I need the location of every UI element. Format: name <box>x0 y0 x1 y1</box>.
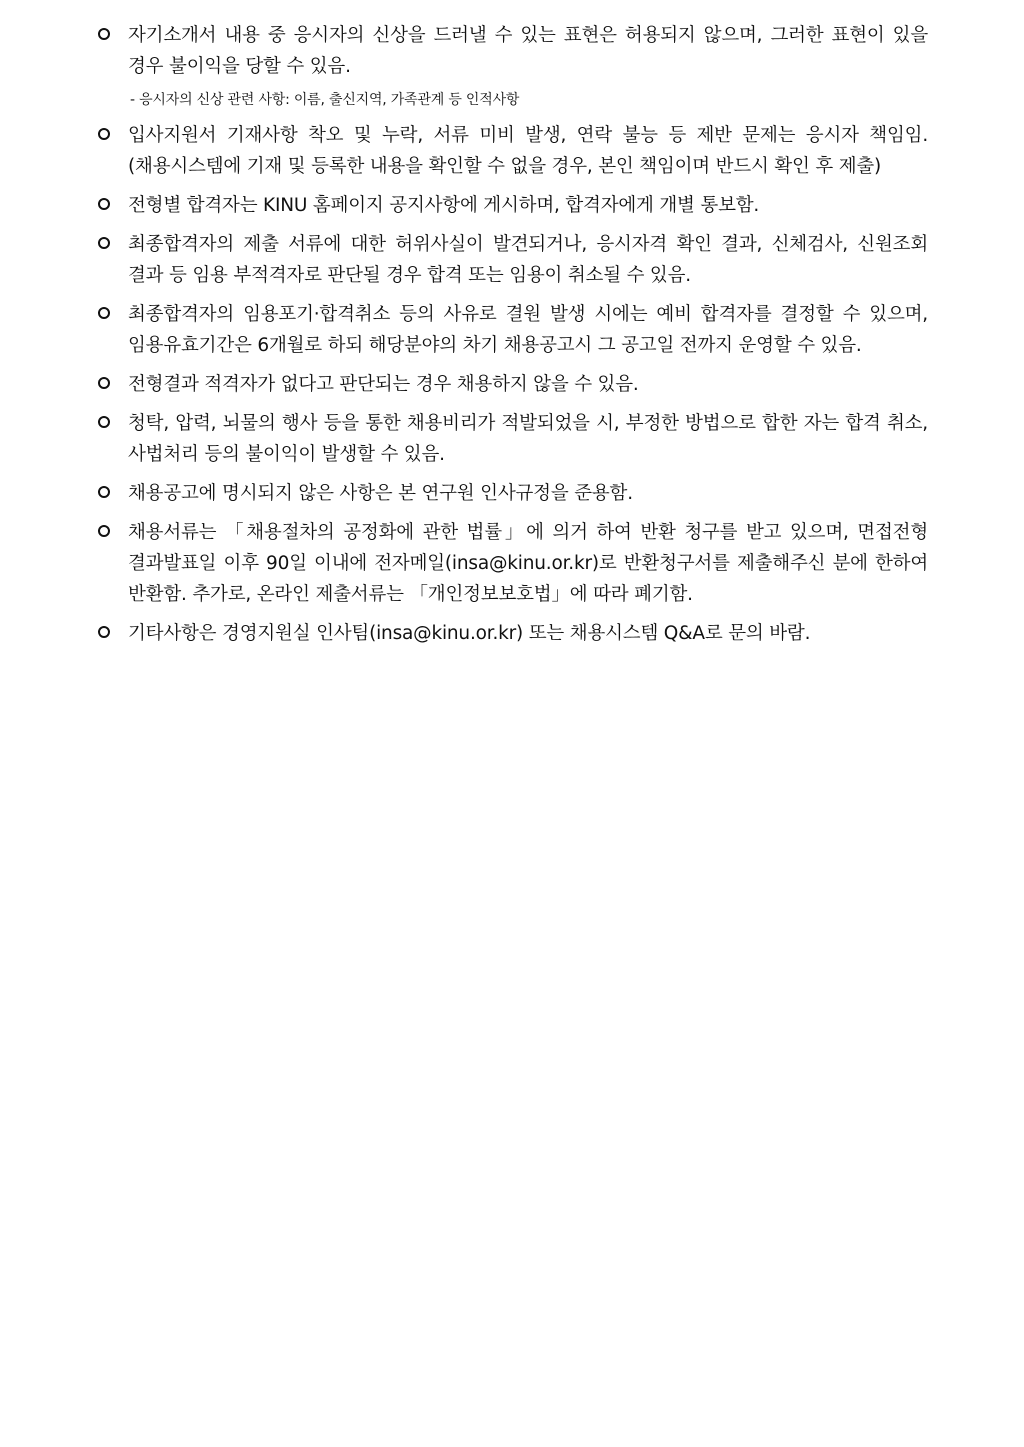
notice-item-result-announcement <box>96 190 928 221</box>
circle-bullet-icon <box>98 626 110 638</box>
notice-list <box>96 20 928 649</box>
circle-bullet-icon <box>98 128 110 140</box>
circle-bullet-icon <box>98 416 110 428</box>
notice-text: 입사지원서 기재사항 착오 및 누락, 서류 미비 발생, 연락 불능 등 제반 문제는 응시자 책임임.(채용시스템에 기재 및 등록한 내용을 확인할 수 없을 경우, 본인 책임이며 반드시 확인 후 제출) <box>128 125 928 177</box>
notice-item-no-qualified <box>96 369 928 400</box>
circle-bullet-icon <box>98 525 110 537</box>
notice-text: 채용공고에 명시되지 않은 사항은 본 연구원 인사규정을 준용함. <box>128 483 633 504</box>
notice-text: 청탁, 압력, 뇌물의 행사 등을 통한 채용비리가 적발되었을 시, 부정한 방법으로 합한 자는 합격 취소, 사법처리 등의 불이익이 발생할 수 있음. <box>128 413 928 465</box>
notice-item-false-documents <box>96 229 928 291</box>
circle-bullet-icon <box>98 486 110 498</box>
circle-bullet-icon <box>98 237 110 249</box>
notice-item-inquiries <box>96 618 928 649</box>
notice-item-regulations <box>96 478 928 509</box>
notice-text: 최종합격자의 제출 서류에 대한 허위사실이 발견되거나, 응시자격 확인 결과, 신체검사, 신원조회 결과 등 임용 부적격자로 판단될 경우 합격 또는 임용이 취소될 수 있음. <box>128 234 928 286</box>
circle-bullet-icon <box>98 377 110 389</box>
circle-bullet-icon <box>98 307 110 319</box>
notice-text: 전형결과 적격자가 없다고 판단되는 경우 채용하지 않을 수 있음. <box>128 374 639 395</box>
notice-item-application-errors <box>96 120 928 182</box>
circle-bullet-icon <box>98 28 110 40</box>
notice-text: 최종합격자의 임용포기·합격취소 등의 사유로 결원 발생 시에는 예비 합격자를 결정할 수 있으며, 임용유효기간은 6개월로 하되 해당분야의 차기 채용공고시 그 공고일 전까지 운영할 수 있음. <box>128 304 928 356</box>
notice-text: 전형별 합격자는 KINU 홈페이지 공지사항에 게시하며, 합격자에게 개별 통보함. <box>128 195 760 216</box>
circle-bullet-icon <box>98 198 110 210</box>
notice-item-self-intro <box>96 20 928 112</box>
notice-text: 기타사항은 경영지원실 인사팀(insa@kinu.or.kr) 또는 채용시스템 Q&A로 문의 바람. <box>128 623 811 644</box>
notice-text: 채용서류는 「채용절차의 공정화에 관한 법률」에 의거 하여 반환 청구를 받고 있으며, 면접전형 결과발표일 이후 90일 이내에 전자메일(insa@kinu.or.kr)로 반환청구서를 제출해주신 분에 한하여 반환함. 추가로, 온라인 제출서류는 「개인정보보호법」에 따라 폐기함. <box>128 522 928 605</box>
notice-item-document-return <box>96 517 928 610</box>
notice-item-reserve-candidates <box>96 299 928 361</box>
notice-text: 자기소개서 내용 중 응시자의 신상을 드러낼 수 있는 표현은 허용되지 않으며, 그러한 표현이 있을 경우 불이익을 당할 수 있음. <box>128 25 928 77</box>
notice-item-hiring-corruption <box>96 408 928 470</box>
notice-sub-note: - 응시자의 신상 관련 사항: 이름, 출신지역, 가족관계 등 인적사항 <box>130 92 520 108</box>
